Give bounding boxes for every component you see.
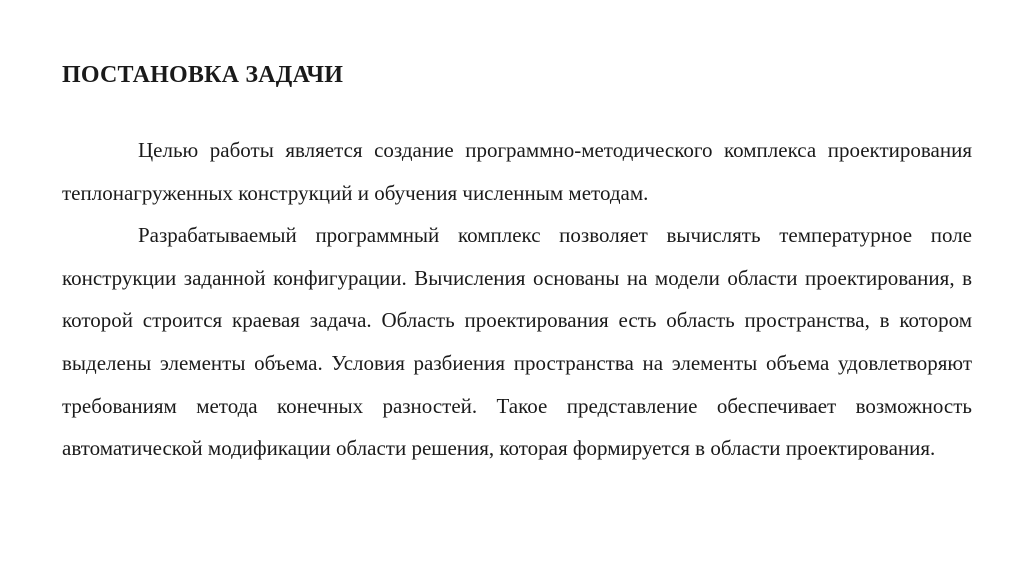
slide-body (62, 129, 972, 470)
paragraph-goal: Целью работы является создание программно-методического комплекса проектирования теплонагруженных конструкций и обучения численным методам. (62, 138, 972, 205)
paragraph-description: Разрабатываемый программный комплекс позволяет вычислять температурное поле конструкции заданной конфигурации. Вычисления основаны на модели области проектирования, в которой строится краевая задача. Область проектирования есть область пространства, в котором выделены элементы объема. Условия разбиения пространства на элементы объема удовлетворяют требованиям метода конечных разностей. Такое представление обеспечивает возможность автоматической модификации области решения, которая формируется в области проектирования. (62, 223, 972, 461)
slide-title: ПОСТАНОВКА ЗАДАЧИ (62, 62, 344, 88)
